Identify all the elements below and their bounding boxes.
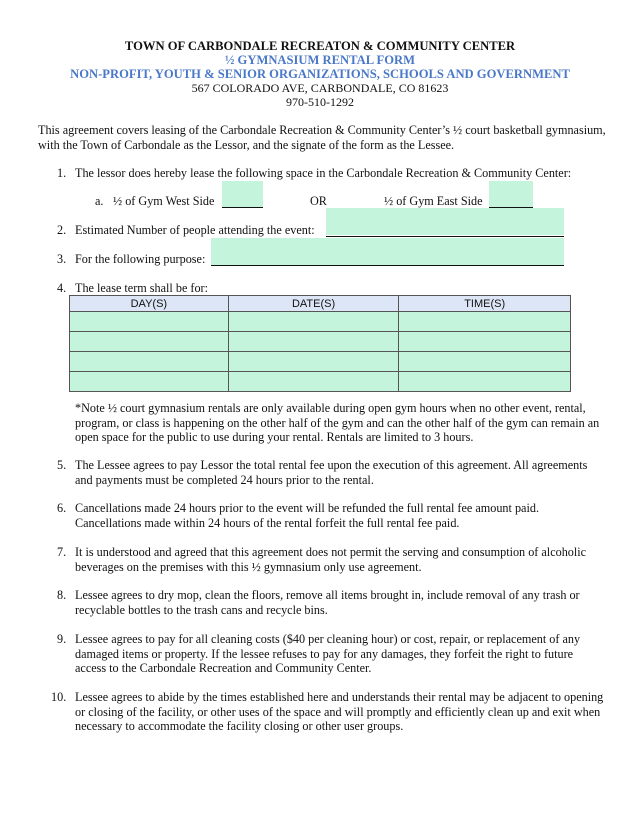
item-number: 8. [57, 588, 67, 602]
day-cell[interactable] [70, 372, 229, 392]
day-cell[interactable] [70, 312, 229, 332]
item-text: The lessor does hereby lease the following space in the Carbondale Recreation & Community Center: [75, 166, 572, 180]
item-text: Lessee agrees to pay for all cleaning costs ($40 per cleaning hour) or cost, repair, or replacement of any damaged items or property. If the lessee refuses to pay for any damages, they forfeit the right to future access to the Carbondale Recreation and Community Center. [75, 632, 581, 675]
item-3 [0, 252, 640, 268]
time-cell[interactable] [399, 332, 571, 352]
item-1 [0, 166, 640, 182]
table-row [70, 352, 571, 372]
column-header-days: DAY(S) [70, 296, 229, 312]
address: 567 COLORADO AVE, CARBONDALE, CO 81623 [191, 81, 449, 95]
rental-note: *Note ½ court gymnasium rentals are only available during open gym hours when no other event, rental, program, or class is happening on the other half of the gym and can the other half of the gym can remain an open space for the public to use during your rental. Rentals are limited to 3 hours. [75, 401, 600, 444]
form-subtitle: NON-PROFIT, YOUTH & SENIOR ORGANIZATIONS, SCHOOLS AND GOVERNMENT [70, 67, 570, 81]
org-title: TOWN OF CARBONDALE RECREATON & COMMUNITY CENTER [124, 39, 516, 53]
item-number: 9. [57, 632, 67, 646]
table-row [70, 372, 571, 392]
intro-paragraph: This agreement covers leasing of the Carbondale Recreation & Community Center’s ½ court basketball gymnasium, with the Town of Carbondale as the Lessor, and the signate of the form as the Lessee. [38, 123, 606, 152]
item-text: Cancellations made 24 hours prior to the event will be refunded the full rental fee amount paid. Cancellations made within 24 hours of the rental forfeit the full rental fee paid. [75, 501, 539, 530]
east-side-label: ½ of Gym East Side [384, 194, 483, 208]
column-header-times: TIME(S) [399, 296, 571, 312]
item-letter: a. [95, 194, 104, 208]
item-text: For the following purpose: [75, 252, 206, 266]
item-text: The lease term shall be for: [75, 281, 208, 295]
column-header-dates: DATE(S) [228, 296, 399, 312]
date-cell[interactable] [228, 312, 399, 332]
item-number: 5. [57, 458, 67, 472]
time-cell[interactable] [399, 352, 571, 372]
item-number: 3. [57, 252, 67, 266]
item-text: Lessee agrees to dry mop, clean the floors, remove all items brought in, include removal of any trash or recyclable bottles to the trash cans and recycle bins. [75, 588, 580, 617]
item-text: The Lessee agrees to pay Lessor the total rental fee upon the execution of this agreement. All agreements and payments must be completed 24 hours prior to the rental. [75, 458, 588, 487]
time-cell[interactable] [399, 372, 571, 392]
item-number: 10. [51, 690, 67, 704]
item-2 [0, 223, 640, 239]
phone: 970-510-1292 [286, 95, 354, 109]
purpose-underline [211, 265, 564, 266]
day-cell[interactable] [70, 352, 229, 372]
form-title: ½ GYMNASIUM RENTAL FORM [224, 53, 416, 67]
date-cell[interactable] [228, 372, 399, 392]
or-label: OR [310, 194, 327, 208]
date-cell[interactable] [228, 352, 399, 372]
table-header-row [70, 296, 571, 312]
table-row [70, 312, 571, 332]
date-cell[interactable] [228, 332, 399, 352]
time-cell[interactable] [399, 312, 571, 332]
item-number: 1. [57, 166, 67, 180]
item-number: 4. [57, 281, 67, 295]
lease-term-table [69, 295, 571, 392]
table-row [70, 332, 571, 352]
item-text: Lessee agrees to abide by the times established here and understands their rental may be adjacent to opening or closing of the facility, or other uses of the space and will promptly and efficiently clean up and exit when necessary to accommodate the facility closing or other user groups. [75, 690, 604, 733]
item-text: Estimated Number of people attending the event: [75, 223, 315, 237]
attendance-underline [326, 236, 564, 237]
item-number: 2. [57, 223, 67, 237]
item-number: 7. [57, 545, 67, 559]
item-number: 6. [57, 501, 67, 515]
item-text: It is understood and agreed that this agreement does not permit the serving and consumption of alcoholic beverages on the premises with this ½ gymnasium only use agreement. [75, 545, 587, 574]
west-side-underline [222, 207, 263, 208]
day-cell[interactable] [70, 332, 229, 352]
west-side-label: ½ of Gym West Side [113, 194, 215, 208]
